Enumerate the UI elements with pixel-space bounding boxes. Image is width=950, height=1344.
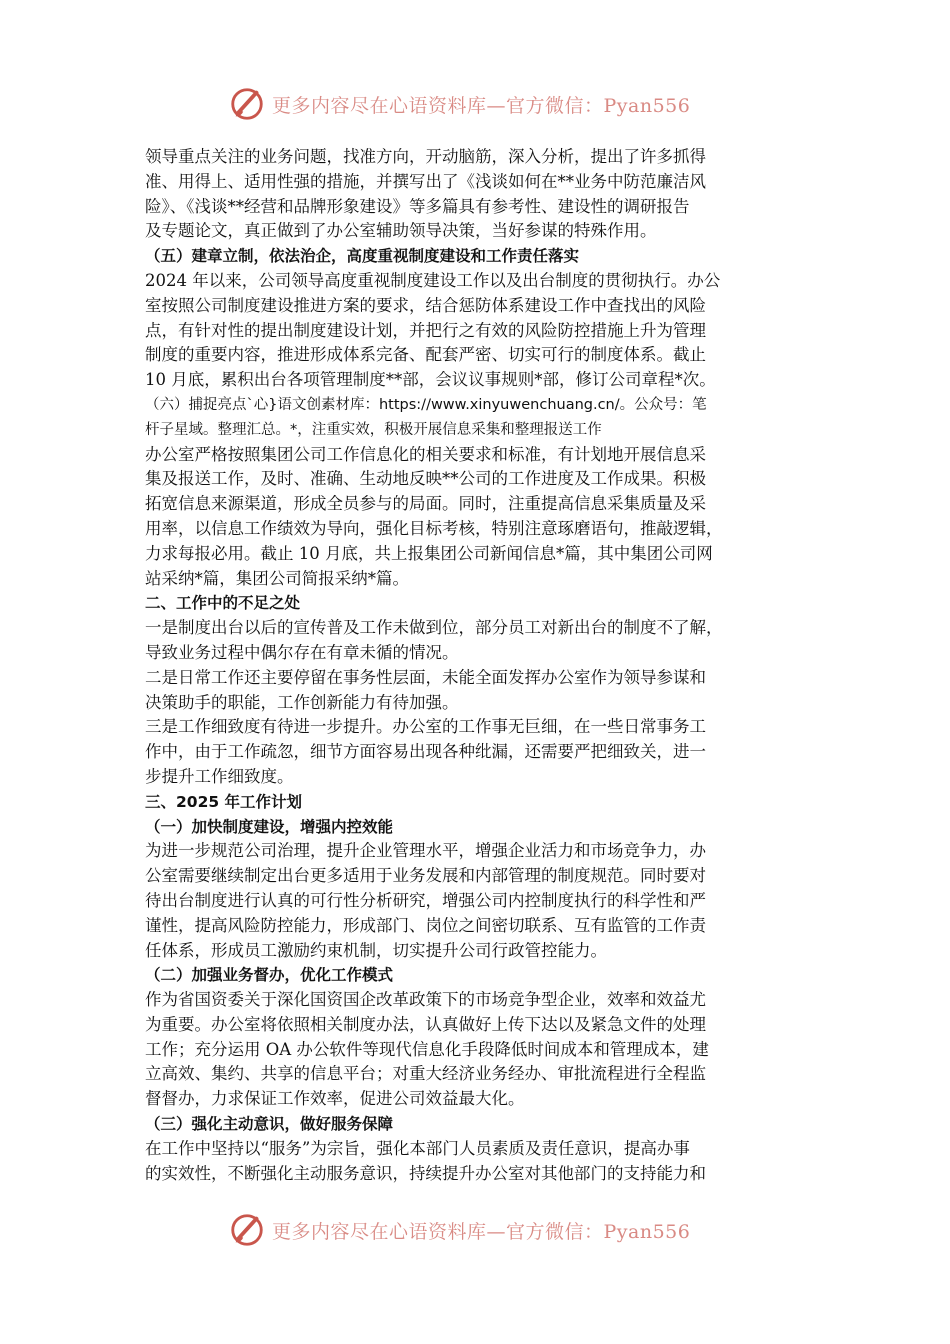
text-line: 立高效、集约、共享的信息平台；对重大经济业务经办、审批流程进行全程监 [145, 1064, 706, 1084]
text-line: 制度的重要内容，推进形成体系完备、配套严密、切实可行的制度体系。截止 [145, 345, 706, 365]
text-line: 督督办，力求保证工作效率，促进公司效益最大化。 [145, 1089, 525, 1109]
text-line: 导致业务过程中偶尔存在有章未循的情况。 [145, 642, 459, 662]
footer-banner-text: 更多内容尽在心语资料库—官方微信：Pyan556 [272, 1220, 691, 1243]
text-line: 作中，由于工作疏忽，细节方面容易出现各种纰漏，还需要严把细致关，进一 [145, 742, 706, 762]
text-line: 险》、《浅谈**经营和品牌形象建设》等多篇具有参考性、建设性的调研报告 [145, 196, 690, 216]
text-line: 为进一步规范公司治理，提升企业管理水平，增强企业活力和市场竞争力，办 [145, 841, 706, 861]
text-line: 领导重点关注的业务问题，找准方向，开动脑筋，深入分析，提出了许多抓得 [145, 147, 706, 166]
text-line: 决策助手的职能，工作创新能力有待加强。 [145, 692, 459, 712]
section-heading: 二、工作中的不足之处 [145, 594, 301, 613]
text-line: 杆子星域。整理汇总。*，注重实效，积极开展信息采集和整理报送工作 [145, 421, 602, 438]
header-banner [228, 84, 728, 124]
section-heading: （三）强化主动意识，做好服务保障 [145, 1115, 394, 1134]
text-line: 公室需要继续制定出台更多适用于业务发展和内部管理的制度规范。同时要对 [145, 866, 706, 886]
text-line: 二是日常工作还主要停留在事务性层面，未能全面发挥办公室作为领导参谋和 [145, 667, 706, 687]
header-banner-text: 更多内容尽在心语资料库—官方微信：Pyan556 [272, 94, 691, 117]
document-body [145, 145, 809, 1186]
text-line: 办公室严格按照集团公司工作信息化的相关要求和标准，有计划地开展信息采 [145, 444, 706, 464]
text-line: 站采纳*篇，集团公司简报采纳*篇。 [145, 568, 409, 588]
text-line: 为重要。办公室将依照相关制度办法，认真做好上传下达以及紧急文件的处理 [145, 1014, 706, 1034]
section-heading: （一）加快制度建设，增强内控效能 [145, 817, 394, 836]
text-line: 10 月底，累积出台各项管理制度**部，会议议事规则*部，修订公司章程*次。 [145, 370, 716, 390]
brush-logo-icon [228, 1211, 266, 1249]
text-line: 谨性，提高风险防控能力，形成部门、岗位之间密切联系、互有监管的工作责 [145, 915, 706, 935]
text-line: 步提升工作细致度。 [145, 766, 294, 786]
text-line: 工作；充分运用 OA 办公软件等现代信息化手段降低时间成本和管理成本，建 [145, 1039, 709, 1059]
section-heading: （二）加强业务督办，优化工作模式 [145, 966, 394, 985]
text-line: 室按照公司制度建设推进方案的要求，结合惩防体系建设工作中查找出的风险 [145, 295, 706, 315]
text-line: 拓宽信息来源渠道，形成全员参与的局面。同时，注重提高信息采集质量及采 [145, 494, 706, 514]
text-line: 的实效性，不断强化主动服务意识，持续提升办公室对其他部门的支持能力和 [145, 1163, 706, 1183]
text-line: 在工作中坚持以“服务”为宗旨，强化本部门人员素质及责任意识，提高办事 [145, 1138, 690, 1158]
text-line: 任体系，形成员工激励约束机制，切实提升公司行政管控能力。 [145, 940, 607, 960]
section-heading: 三、2025 年工作计划 [145, 792, 303, 811]
text-line: 待出台制度进行认真的可行性分析研究，增强公司内控制度执行的科学性和严 [145, 890, 706, 910]
text-line: 及专题论文，真正做到了办公室辅助领导决策，当好参谋的特殊作用。 [145, 221, 657, 241]
text-line: 用率，以信息工作绩效为导向，强化目标考核，特别注意琢磨语句，推敲逻辑， [145, 518, 723, 538]
text-line: 作为省国资委关于深化国资国企改革政策下的市场竞争型企业，效率和效益尤 [145, 990, 706, 1010]
text-line: 一是制度出台以后的宣传普及工作未做到位，部分员工对新出台的制度不了解， [145, 618, 723, 638]
text-line: 三是工作细致度有待进一步提升。办公室的工作事无巨细，在一些日常事务工 [145, 717, 706, 737]
text-line: 2024 年以来，公司领导高度重视制度建设工作以及出台制度的贯彻执行。办公 [145, 270, 721, 290]
text-line: 点，有针对性的提出制度建设计划，并把行之有效的风险防控措施上升为管理 [145, 320, 706, 340]
text-line: （六）捕捉亮点`心}语文创素材库：https://www.xinyuwenchuang.cn/。公众号：笔 [145, 396, 707, 413]
text-line: 准、用得上、适用性强的措施，并撰写出了《浅谈如何在**业务中防范廉洁风 [145, 171, 706, 191]
text-line: 力求每报必用。截止 10 月底，共上报集团公司新闻信息*篇，其中集团公司网 [145, 543, 713, 563]
brush-logo-icon [228, 85, 266, 123]
footer-banner [228, 1210, 728, 1250]
text-line: 集及报送工作，及时、准确、生动地反映**公司的工作进度及工作成果。积极 [145, 469, 706, 489]
section-heading: （五）建章立制，依法治企，高度重视制度建设和工作责任落实 [145, 247, 580, 266]
